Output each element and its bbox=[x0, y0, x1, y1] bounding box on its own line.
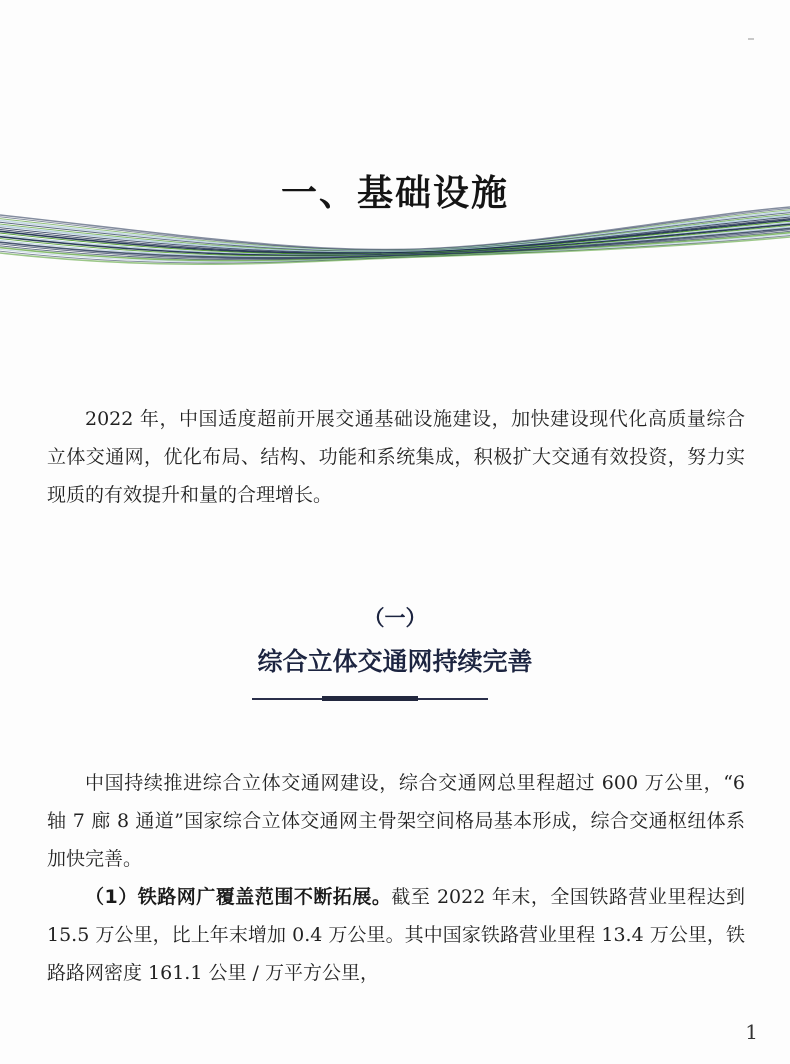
chapter-title-text: 一、基础设施 bbox=[269, 166, 521, 222]
railway-paragraph-lead: （1）铁路网广覆盖范围不断拓展。 bbox=[85, 886, 392, 908]
railway-paragraph-text: 截至 2022 年末，全国铁路营业里程达到 15.5 万公里，比上年末增加 0.4 万公里。其中国家铁路营业里程 13.4 万公里，铁路路网密度 161.1 公里 / 万平方公里， bbox=[47, 886, 745, 984]
network-paragraph: 中国持续推进综合立体交通网建设，综合交通网总里程超过 600 万公里，“6 轴 7 廊 8 通道”国家综合立体交通网主骨架空间格局基本形成，综合交通枢纽体系加快完善。 bbox=[47, 772, 745, 870]
railway-paragraph bbox=[47, 878, 745, 992]
section-divider-accent bbox=[322, 696, 418, 701]
chapter-title bbox=[0, 166, 790, 222]
section-number: （一） bbox=[363, 606, 427, 630]
intro-paragraph: 2022 年，中国适度超前开展交通基础设施建设，加快建设现代化高质量综合立体交通网，优化布局、结构、功能和系统集成，积极扩大交通有效投资，努力实现质的有效提升和量的合理增长。 bbox=[47, 408, 745, 506]
scan-mark bbox=[748, 38, 754, 40]
page-number: 1 bbox=[745, 1020, 758, 1044]
section-title: 综合立体交通网持续完善 bbox=[257, 647, 533, 676]
